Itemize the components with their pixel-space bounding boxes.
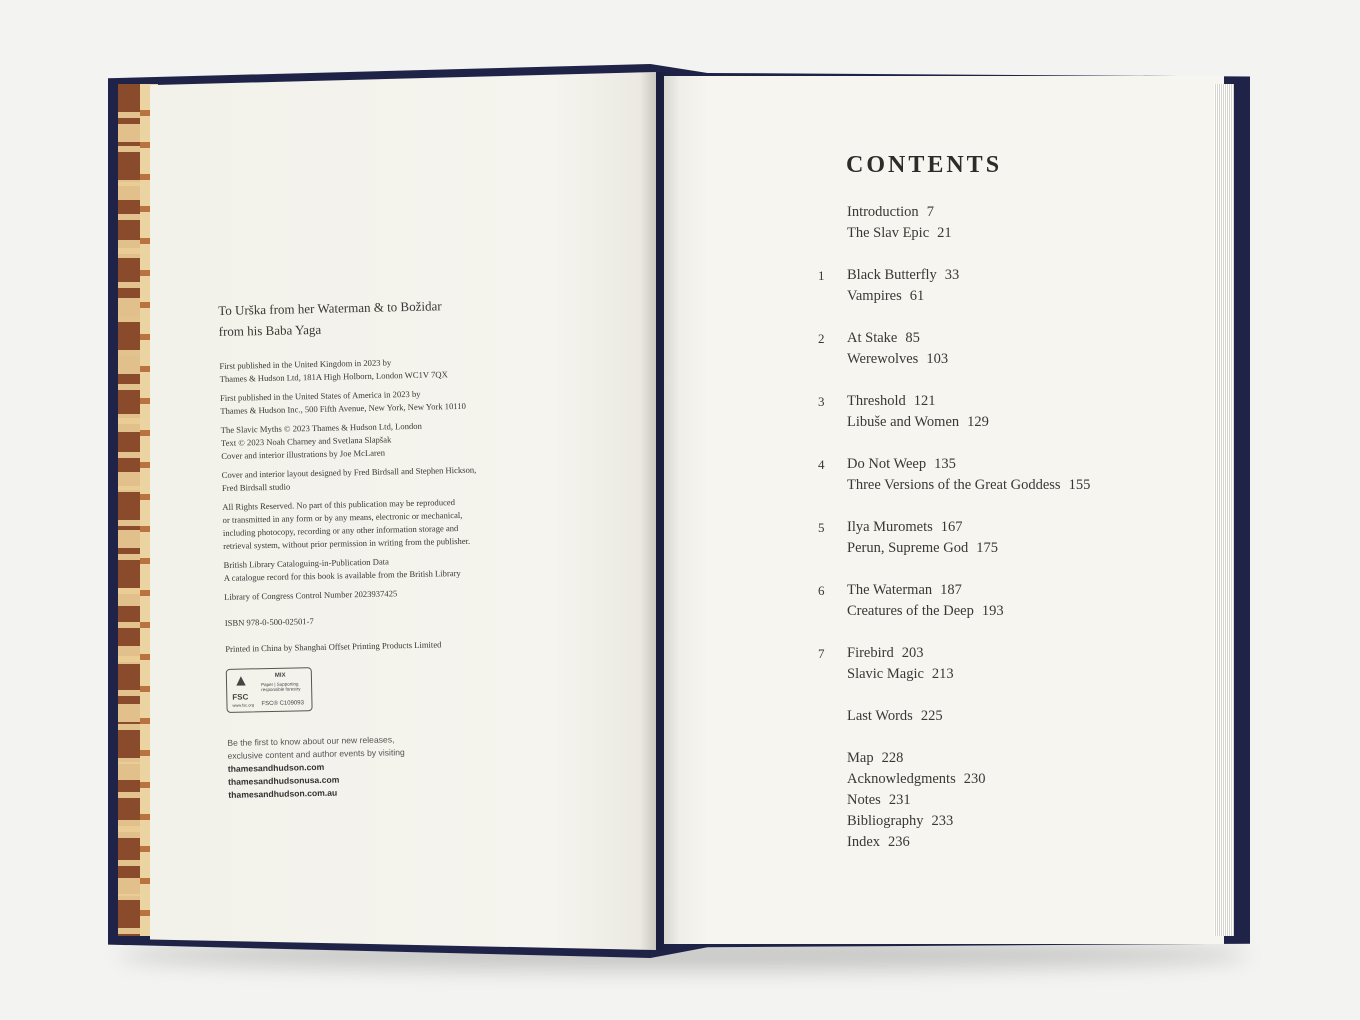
toc-entry-page: 121 <box>913 393 936 409</box>
toc-entry-page: 233 <box>931 813 954 829</box>
toc-entry <box>847 811 1198 832</box>
toc-group <box>818 748 1198 853</box>
toc-entry-page: 225 <box>920 708 943 724</box>
toc-entry-page: 236 <box>888 834 910 850</box>
chapter-number: 2 <box>818 331 825 346</box>
imprint-line: Text © 2023 Noah Charney and Svetlana Slapšak <box>220 434 392 448</box>
imprint-block-credits <box>221 418 522 463</box>
toc-entry-title: The Slav Epic <box>847 225 930 241</box>
toc-group <box>818 202 1198 244</box>
dedication-line: To Urška from her Waterman & to Božidar <box>218 298 442 318</box>
imprint-line: First published in the United Kingdom in 2023 by <box>219 357 392 371</box>
toc-entry-title: Index <box>847 834 881 850</box>
toc-entry <box>847 328 1198 349</box>
toc-entry-title: Slavic Magic <box>847 666 924 682</box>
imprint-line: British Library Cataloguing-in-Publication Data <box>223 556 390 570</box>
imprint-loc-number: Library of Congress Control Number 2023937425 <box>224 588 398 602</box>
toc-entry-title: Bibliography <box>847 813 924 829</box>
imprint-line: Cover and interior illustrations by Joe McLaren <box>221 447 386 461</box>
publisher-promo <box>227 731 528 802</box>
imprint-line: or transmitted in any form or by any means, electronic or mechanical, <box>222 509 463 525</box>
fsc-url: www.fsc.org <box>232 702 255 708</box>
toc-entry-title: At Stake <box>847 330 898 346</box>
toc-entry <box>847 832 1198 853</box>
toc-entry-page: 61 <box>909 288 925 304</box>
toc-entry-title: Creatures of the Deep <box>847 603 974 619</box>
toc-group <box>818 643 1198 685</box>
imprint-block-design <box>222 463 522 495</box>
toc-group <box>818 265 1198 307</box>
toc-entry-title: Black Butterfly <box>847 267 937 283</box>
imprint-line: Cover and interior layout designed by Fred Birdsall and Stephen Hickson, <box>221 464 477 480</box>
toc-entry <box>847 538 1198 559</box>
promo-line: exclusive content and author events by visiting <box>227 747 405 761</box>
toc-entry <box>847 223 1198 244</box>
imprint-block-rights <box>222 495 523 553</box>
toc-entry-page: 193 <box>981 603 1004 619</box>
table-of-contents <box>818 202 1198 874</box>
toc-entry-page: 230 <box>963 771 986 787</box>
toc-entry-title: Acknowledgments <box>847 771 956 787</box>
toc-entry-title: Three Versions of the Great Goddess <box>847 477 1061 493</box>
imprint-block-uk <box>219 354 519 386</box>
promo-url: thamesandhudson.com.au <box>228 787 338 800</box>
toc-entry <box>847 580 1198 601</box>
imprint-page-text <box>218 294 528 802</box>
contents-heading: CONTENTS <box>846 152 1003 178</box>
toc-entry <box>847 790 1198 811</box>
imprint-line: Fred Birdsall studio <box>221 481 291 493</box>
toc-entry-page: 213 <box>931 666 954 682</box>
fsc-code: FSC® C109093 <box>261 700 304 708</box>
imprint-line: A catalogue record for this book is available from the British Library <box>223 567 461 583</box>
promo-url: thamesandhudson.com <box>227 761 325 774</box>
toc-entry <box>847 475 1198 496</box>
toc-entry-title: Threshold <box>847 393 906 409</box>
toc-entry <box>847 664 1198 685</box>
toc-group <box>818 328 1198 370</box>
toc-entry-page: 228 <box>881 750 904 766</box>
toc-entry-page: 103 <box>926 351 949 367</box>
fsc-tree-icon: ▲ <box>232 672 250 690</box>
toc-entry-page: 7 <box>926 204 934 220</box>
dedication <box>218 294 519 342</box>
imprint-line: Thames & Hudson Ltd, 181A High Holborn, London WC1V 7QX <box>219 369 448 384</box>
toc-entry-title: Last Words <box>847 708 913 724</box>
imprint-line: including photocopy, recording or any other information storage and <box>222 523 459 538</box>
toc-entry-page: 85 <box>905 330 920 346</box>
toc-entry-title: Do Not Weep <box>847 456 927 472</box>
toc-entry-page: 175 <box>976 540 998 556</box>
toc-entry <box>847 391 1198 412</box>
toc-entry <box>847 286 1198 307</box>
toc-entry-title: Notes <box>847 792 881 808</box>
toc-entry <box>847 601 1198 622</box>
imprint-line: Thames & Hudson Inc., 500 Fifth Avenue, New York, New York 10110 <box>220 400 467 416</box>
promo-url: thamesandhudsonusa.com <box>227 774 340 787</box>
copyright-imprint <box>219 354 525 656</box>
chapter-number: 7 <box>818 646 825 661</box>
toc-group <box>818 454 1198 496</box>
toc-entry-title: Perun, Supreme God <box>847 540 969 556</box>
chapter-number: 4 <box>818 457 825 472</box>
fsc-description: Paper | Supporting responsible forestry <box>261 681 301 693</box>
toc-entry-page: 187 <box>940 582 962 598</box>
imprint-line: First published in the United States of America in 2023 by <box>219 388 421 403</box>
toc-entry-page: 129 <box>967 414 989 430</box>
toc-group <box>818 580 1198 622</box>
toc-group <box>818 391 1198 433</box>
fsc-mix-label <box>226 667 313 713</box>
toc-entry <box>847 349 1198 370</box>
toc-entry <box>847 748 1198 769</box>
fsc-mix-text: MIX <box>274 672 286 679</box>
toc-entry <box>847 643 1198 664</box>
chapter-number: 1 <box>818 268 825 283</box>
toc-entry <box>847 202 1198 223</box>
toc-entry <box>847 412 1198 433</box>
toc-entry-title: Ilya Muromets <box>847 519 933 535</box>
imprint-block-library <box>223 553 523 585</box>
toc-entry-page: 33 <box>944 267 960 283</box>
toc-entry-page: 203 <box>901 645 924 661</box>
toc-entry-page: 167 <box>940 519 963 535</box>
imprint-line: All Rights Reserved. No part of this publication may be reproduced <box>222 497 456 512</box>
toc-entry <box>847 454 1198 475</box>
promo-line: Be the first to know about our new releases, <box>227 734 395 748</box>
toc-entry-page: 21 <box>937 225 952 241</box>
toc-entry-page: 231 <box>888 792 911 808</box>
toc-entry-title: Vampires <box>847 288 902 304</box>
toc-entry-title: Firebird <box>847 645 894 661</box>
toc-entry <box>847 517 1198 538</box>
toc-entry <box>847 706 1198 727</box>
fsc-logo-text: FSC <box>232 692 249 702</box>
toc-group <box>818 706 1198 727</box>
chapter-number: 3 <box>818 394 825 409</box>
imprint-isbn: ISBN 978-0-500-02501-7 <box>224 616 314 628</box>
chapter-number: 6 <box>818 583 825 598</box>
toc-entry-title: Werewolves <box>847 351 919 367</box>
toc-entry-title: The Waterman <box>847 582 933 598</box>
imprint-line: retrieval system, without prior permission in writing from the publisher. <box>223 535 471 551</box>
toc-entry-title: Map <box>847 750 874 766</box>
toc-entry-page: 135 <box>934 456 956 472</box>
page-block-edge <box>1214 84 1234 936</box>
imprint-line: The Slavic Myths © 2023 Thames & Hudson Ltd, London <box>220 420 422 435</box>
toc-group <box>818 517 1198 559</box>
toc-entry <box>847 265 1198 286</box>
dedication-line: from his Baba Yaga <box>218 321 322 339</box>
toc-entry-title: Introduction <box>847 204 919 220</box>
toc-entry-page: 155 <box>1068 477 1091 493</box>
toc-entry-title: Libuše and Women <box>847 414 960 430</box>
toc-entry <box>847 769 1198 790</box>
chapter-number: 5 <box>818 520 825 535</box>
imprint-printer: Printed in China by Shanghai Offset Printing Products Limited <box>225 639 442 654</box>
imprint-block-us <box>220 386 520 418</box>
book-gutter <box>640 72 680 950</box>
